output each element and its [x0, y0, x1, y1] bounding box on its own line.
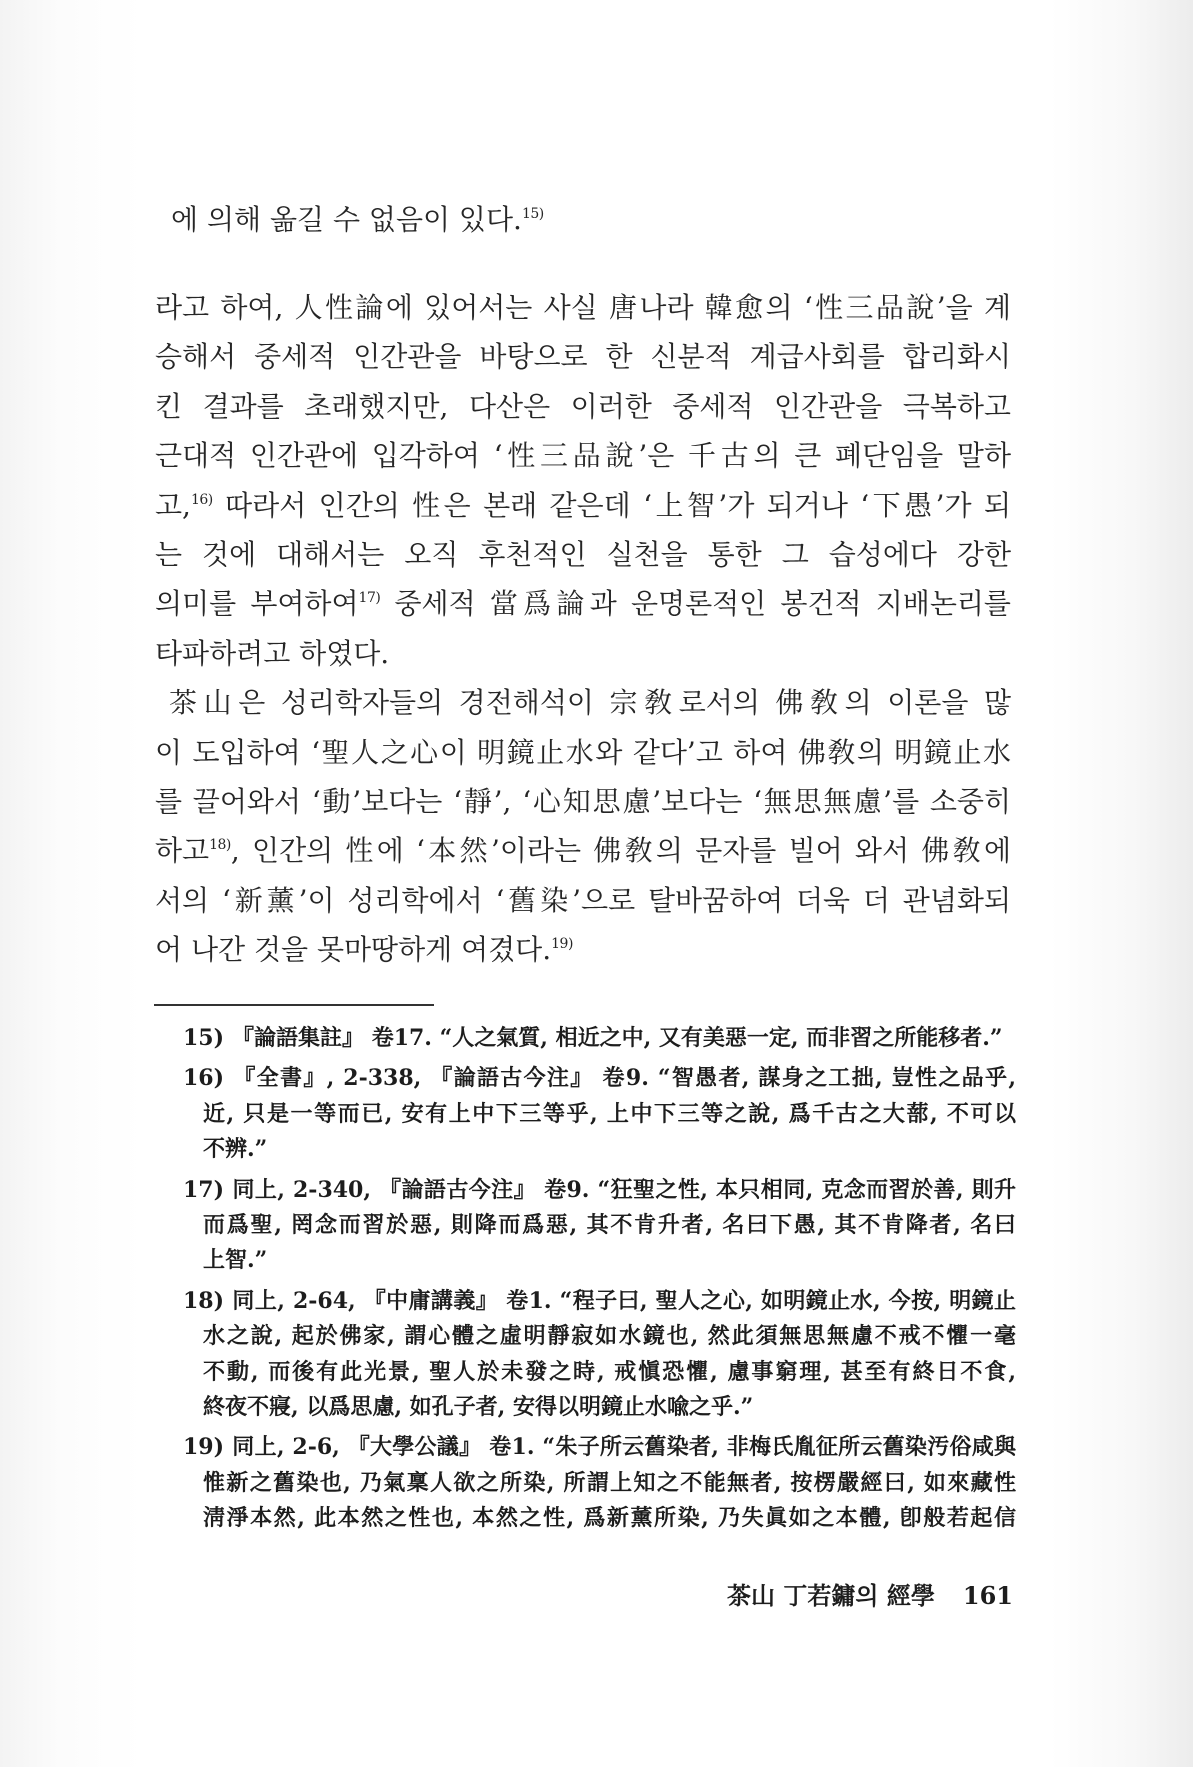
- footnote-text: 同上, 2-6, 『大學公議』 卷1. “朱子所云舊染者, 非梅氏胤征所云舊染汚俗咸與: [232, 1434, 1016, 1461]
- footnote-number: 19): [183, 1434, 225, 1461]
- footnote-line: 淸淨本然, 此本然之性也, 本然之性, 爲新薰所染, 乃失眞如之本體, 卽般若起信: [203, 1505, 1016, 1532]
- body-line-text: 어 나간 것을 못마땅하게 여겼다.: [155, 933, 552, 967]
- body-line-text: , 인간의 性에 ‘本然’이라는 佛敎의 문자를 빌어 와서 佛敎에: [230, 834, 1011, 868]
- footnote-text: 同上, 2-64, 『中庸講義』 卷1. “程子曰, 聖人之心, 如明鏡止水, 今按, 明鏡止: [232, 1287, 1016, 1314]
- footnote-line: 不辨.”: [203, 1136, 268, 1163]
- body-line-text: 고,: [155, 488, 191, 522]
- body-line: 서의 ‘新薰’이 성리학에서 ‘舊染’으로 탈바꿈하여 더욱 더 관념화되: [155, 883, 1011, 917]
- footnotes: [183, 1021, 1016, 1536]
- footnote-text: 『全書』, 2-338, 『論語古今注』 卷9. “智愚者, 謀身之工拙, 豈性之品乎,: [232, 1065, 1016, 1092]
- footnote-text: 同上, 2-340, 『論語古今注』 卷9. “狂聖之性, 本只相同, 克念而習於善, 則升: [232, 1176, 1016, 1203]
- body-line: 를 끌어와서 ‘動’보다는 ‘靜’, ‘心知思慮’보다는 ‘無思無慮’를 소중히: [155, 784, 1011, 818]
- footnote-line: 終夜不寢, 以爲思慮, 如孔子者, 安得以明鏡止水喩之乎.”: [203, 1393, 754, 1420]
- body-line-text: 따라서 인간의 性은 본래 같은데 ‘上智’가 되거나 ‘下愚’가 되: [212, 488, 1011, 522]
- footnote-rule: [154, 1004, 434, 1006]
- body-line: 는 것에 대해서는 오직 후천적인 실천을 통한 그 습성에다 강한: [155, 537, 1011, 571]
- body-line: [155, 481, 1011, 530]
- footnote-ref-16: 16): [190, 491, 213, 508]
- body-line: 킨 결과를 초래했지만, 다산은 이러한 중세적 인간관을 극복하고: [155, 389, 1011, 423]
- footnote-number: 16): [183, 1065, 225, 1092]
- footnote-18: [183, 1284, 1016, 1426]
- body-line: 근대적 인간관에 입각하여 ‘性三品說’은 千古의 큰 폐단임을 말하: [155, 439, 1011, 473]
- footnote-number: 15): [183, 1025, 225, 1051]
- footnote-line: 上智.”: [203, 1247, 268, 1274]
- paragraph-2: [155, 678, 1011, 974]
- footnote-line: 惟新之舊染也, 乃氣稟人欲之所染, 所謂上知之不能無者, 按楞嚴經曰, 如來藏性: [203, 1469, 1016, 1496]
- footnote-ref-15: 15): [521, 206, 544, 222]
- quotation-tail: [171, 195, 1001, 244]
- page-number: 161: [962, 1581, 1013, 1610]
- body-line: 승해서 중세적 인간관을 바탕으로 한 신분적 계급사회를 합리화시: [155, 340, 1011, 374]
- body-line: 타파하려고 하였다.: [155, 636, 390, 670]
- body-text: [155, 283, 1011, 974]
- quotation-text: 에 의해 옮길 수 없음이 있다.: [171, 203, 522, 236]
- body-line: [155, 925, 1011, 974]
- body-line-text: 중세적 當爲論과 운명론적인 봉건적 지배논리를: [380, 587, 1011, 621]
- footnote-ref-17: 17): [358, 590, 381, 607]
- footnote-line: [183, 1021, 1016, 1056]
- body-line: 이 도입하여 ‘聖人之心이 明鏡止水와 같다’고 하여 佛敎의 明鏡止水: [155, 735, 1011, 769]
- footnote-line: 水之說, 起於佛家, 謂心體之虛明靜寂如水鏡也, 然此須無思無慮不戒不懼一毫: [203, 1323, 1016, 1350]
- body-line-text: 하고: [155, 834, 210, 868]
- footnote-line: 而爲聖, 罔念而習於惡, 則降而爲惡, 其不肯升者, 名曰下愚, 其不肯降者, 名曰: [203, 1211, 1016, 1238]
- body-line: [155, 826, 1011, 875]
- footnote-ref-18: 18): [209, 837, 231, 854]
- footnote-number: 18): [183, 1287, 225, 1314]
- footnote-17: [183, 1173, 1016, 1279]
- body-line: 라고 하여, 人性論에 있어서는 사실 唐나라 韓愈의 ‘性三品說’을 계: [155, 291, 1011, 324]
- footnote-line: [183, 1284, 1016, 1319]
- body-line: [155, 579, 1011, 628]
- footnote-19: [183, 1430, 1016, 1536]
- footnote-text: 『論語集註』 卷17. “人之氣質, 相近之中, 又有美惡一定, 而非習之所能移者.”: [232, 1025, 1003, 1051]
- footnote-line: [183, 1061, 1016, 1096]
- running-head: 茶山 丁若鏞의 經學: [726, 1581, 935, 1610]
- footnote-line: 近, 只是一等而已, 安有上中下三等乎, 上中下三等之說, 爲千古之大蔀, 不可以: [203, 1100, 1016, 1127]
- footnote-15: [183, 1021, 1016, 1056]
- footnote-number: 17): [183, 1176, 225, 1203]
- footnote-line: [183, 1430, 1016, 1465]
- footnote-line: [183, 1173, 1016, 1208]
- running-footer: [727, 1578, 1013, 1614]
- paragraph-1: [155, 283, 1011, 678]
- footnote-line: 不動, 而後有此光景, 聖人於未發之時, 戒愼恐懼, 慮事窮理, 甚至有終日不食,: [203, 1358, 1016, 1385]
- footnote-ref-19: 19): [551, 936, 573, 953]
- body-line-text: 의미를 부여하여: [155, 587, 359, 621]
- footnote-16: [183, 1061, 1016, 1167]
- body-line: 茶山은 성리학자들의 경전해석이 宗敎로서의 佛敎의 이론을 많: [169, 686, 1011, 720]
